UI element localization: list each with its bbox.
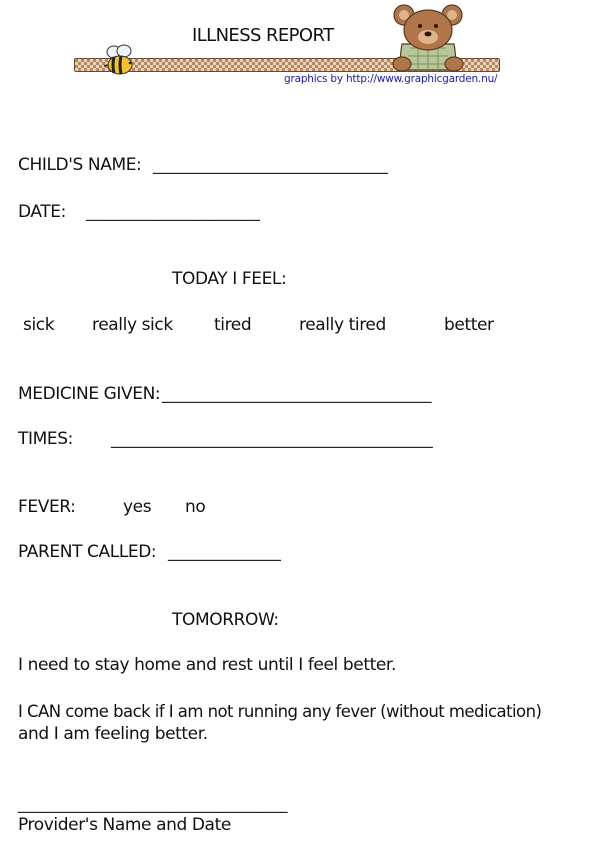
option-tired[interactable]: tired <box>214 315 252 335</box>
graphics-credit: graphics by http://www.graphicgarden.nu/ <box>284 73 498 85</box>
option-really-sick[interactable]: really sick <box>92 315 173 335</box>
page-title: ILLNESS REPORT <box>192 25 334 46</box>
times-label: TIMES: <box>18 429 73 449</box>
fever-label: FEVER: <box>18 497 76 517</box>
option-really-tired[interactable]: really tired <box>299 315 386 335</box>
return-statement-line1: I CAN come back if I am not running any fever (without medication) <box>18 702 542 721</box>
fever-no-option[interactable]: no <box>185 497 206 517</box>
medicine-label: MEDICINE GIVEN: <box>18 384 161 404</box>
signature-label: Provider's Name and Date <box>18 815 231 835</box>
option-sick[interactable]: sick <box>23 315 55 335</box>
fever-yes-option[interactable]: yes <box>123 497 152 517</box>
date-field[interactable]: ____________________ <box>86 202 260 222</box>
tomorrow-heading: TOMORROW: <box>172 610 279 630</box>
teddy-bear-icon <box>390 4 468 72</box>
child-name-field[interactable]: ___________________________ <box>153 155 388 175</box>
child-name-label: CHILD'S NAME: <box>18 155 142 175</box>
stay-home-statement: I need to stay home and rest until I feel better. <box>18 655 396 675</box>
medicine-field[interactable]: _______________________________ <box>162 384 432 404</box>
bee-icon <box>100 44 140 78</box>
times-field[interactable]: _____________________________________ <box>111 429 433 449</box>
option-better[interactable]: better <box>444 315 494 335</box>
parent-called-field[interactable]: _____________ <box>168 542 282 562</box>
return-statement-line2: and I am feeling better. <box>18 724 208 744</box>
signature-field[interactable]: _______________________________ <box>18 794 288 814</box>
today-heading: TODAY I FEEL: <box>172 269 287 289</box>
parent-called-label: PARENT CALLED: <box>18 542 157 562</box>
date-label: DATE: <box>18 202 66 222</box>
